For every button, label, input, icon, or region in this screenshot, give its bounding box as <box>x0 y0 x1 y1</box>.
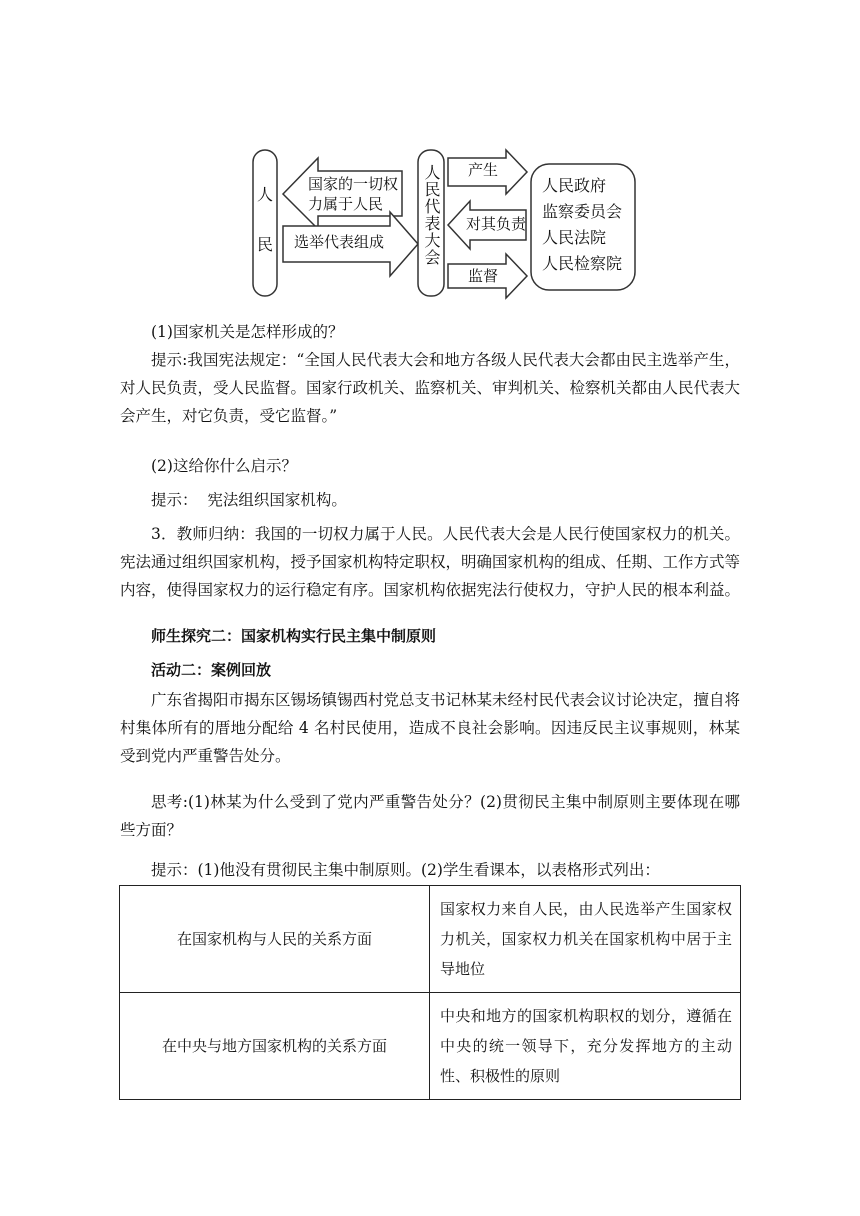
principle-table <box>119 885 741 1100</box>
table-cell-content: 国家权力来自人民，由人民选举产生国家权力机关，国家权力机关在国家机构中居于主导地位 <box>430 886 741 993</box>
arrow-elect-label: 选举代表组成 <box>294 233 385 251</box>
heading-explore-2: 师生探究二：国家机构实行民主集中制原则 <box>151 627 437 645</box>
people-char-1: 人 <box>257 185 274 204</box>
arrow-power-line-1: 国家的一切权 <box>308 175 399 193</box>
diagram-shapes <box>250 148 640 300</box>
heading-activity-2: 活动二：案例回放 <box>151 661 272 679</box>
question-2: (2)这给你什么启示？ <box>151 457 297 475</box>
people-char-2: 民 <box>257 235 274 254</box>
question-1: (1)国家机关是怎样形成的？ <box>151 323 344 341</box>
organ-court: 人民法院 <box>542 228 607 247</box>
organ-supervision: 监察委员会 <box>542 202 623 221</box>
hint-3: 提示：(1)他没有贯彻民主集中制原则。(2)学生看课本，以表格形式列出： <box>151 861 660 879</box>
arrow-supervise-label: 监督 <box>468 267 499 285</box>
teacher-summary: 3．教师归纳：我国的一切权力属于人民。人民代表大会是人民行使国家权力的机关。宪法通过组织国家机构，授予国家机构特定职权，明确国家机构的组成、任期、工作方式等内容，使得国家权力的运行稳定有序。国家机构依据宪法行使权力，守护人民的根本利益。 <box>120 525 741 599</box>
arrow-produce-label: 产生 <box>468 161 499 179</box>
table-row <box>120 993 741 1100</box>
think-question: 思考:(1)林某为什么受到了党内严重警告处分？(2)贯彻民主集中制原则主要体现在哪些方面？ <box>120 793 740 839</box>
arrow-power-line-2: 力属于人民 <box>308 195 384 213</box>
table-cell-content: 中央和地方的国家机构职权的划分，遵循在中央的统一领导下，充分发挥地方的主动性、积极性的原则 <box>430 993 741 1100</box>
table-cell-aspect: 在中央与地方国家机构的关系方面 <box>120 993 430 1100</box>
hint-1: 提示:我国宪法规定：“全国人民代表大会和地方各级人民代表大会都由民主选举产生，对人民负责，受人民监督。国家行政机关、监察机关、审判机关、检察机关都由人民代表大会产生，对它负责，受它监督。” <box>120 351 741 425</box>
case-text: 广东省揭阳市揭东区锡场镇锡西村党总支书记林某未经村民代表会议讨论决定，擅自将村集体所有的厝地分配给 4 名村民使用，造成不良社会影响。因违反民主议事规则，林某受到党内严重警告处分。 <box>120 691 741 765</box>
organ-procuratorate: 人民检察院 <box>542 254 623 273</box>
table-row <box>120 886 741 993</box>
arrow-responsible-label: 对其负责 <box>466 215 527 233</box>
people-box <box>253 150 277 296</box>
table-cell-aspect: 在国家机构与人民的关系方面 <box>120 886 430 993</box>
structure-diagram <box>250 148 640 300</box>
organ-government: 人民政府 <box>542 176 607 195</box>
hint-2: 提示： 宪法组织国家机构。 <box>151 491 347 509</box>
congress-label: 人民代表大会 <box>422 164 441 266</box>
